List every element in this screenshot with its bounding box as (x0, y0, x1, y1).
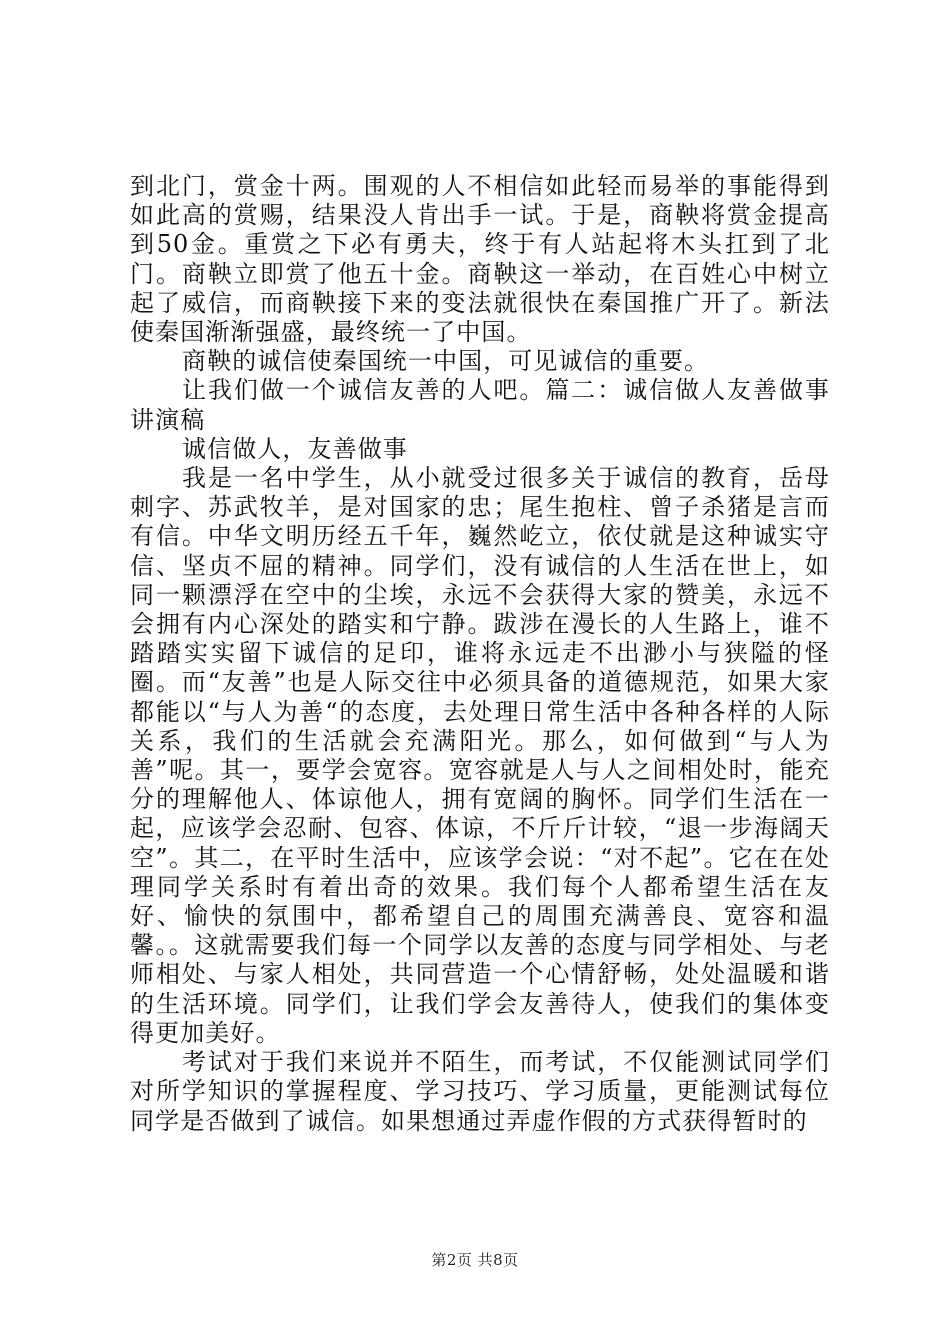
paragraph-call-to-action: 让我们做一个诚信友善的人吧。篇二：诚信做人友善做事讲演稿 (130, 376, 830, 434)
speech-title: 诚信做人，友善做事 (182, 434, 408, 463)
paragraph-exam: 考试对于我们来说并不陌生，而考试，不仅能测试同学们对所学知识的掌握程度、学习技巧、学习质量，更能测试每位同学是否做到了诚信。如果想通过弄虚作假的方式获得暂时的 (130, 1048, 830, 1135)
paragraph-continuation: 到北门，赏金十两。围观的人不相信如此轻而易举的事能得到如此高的赏赐，结果没人肯出手一试。于是，商鞅将赏金提高到50金。重赏之下必有勇夫，终于有人站起将木头扛到了北门。商鞅立即赏了他五十金。商鞅这一举动，在百姓心中树立起了威信，而商鞅接下来的变法就很快在秦国推广开了。新法使秦国渐渐强盛，最终统一了中国。 (130, 172, 830, 347)
paragraph-conclusion: 商鞅的诚信使秦国统一中国，可见诚信的重要。 (182, 347, 710, 376)
body-text (130, 172, 830, 1136)
paragraph-speech-body: 我是一名中学生，从小就受过很多关于诚信的教育，岳母刺字、苏武牧羊，是对国家的忠；尾生抱柱、曾子杀猪是言而有信。中华文明历经五千年，巍然屹立，依仗就是这种诚实守信、坚贞不屈的精神。同学们，没有诚信的人生活在世上，如同一颗漂浮在空中的尘埃，永远不会获得大家的赞美，永远不会拥有内心深处的踏实和宁静。跋涉在漫长的人生路上，谁不踏踏实实留下诚信的足印，谁将永远走不出渺小与狭隘的怪圈。而“友善”也是人际交往中必须具备的道德规范，如果大家都能以“与人为善“的态度，去处理日常生活中各种各样的人际关系，我们的生活就会充满阳光。那么，如何做到“与人为善”呢。其一，要学会宽容。宽容就是人与人之间相处时，能充分的理解他人、体谅他人，拥有宽阔的胸怀。同学们生活在一起，应该学会忍耐、包容、体谅，不斤斤计较，“退一步海阔天空”。其二，在平时生活中，应该学会说：“对不起”。它在在处理同学关系时有着出奇的效果。我们每个人都希望生活在友好、愉快的氛围中，都希望自己的周围充满善良、宽容和温馨。。这就需要我们每一个同学以友善的态度与同学相处、与老师相处、与家人相处，共同营造一个心情舒畅，处处温暖和谐的生活环境。同学们，让我们学会友善待人，使我们的集体变得更加美好。 (130, 464, 830, 1047)
page-footer: 第2页 共8页 (431, 1251, 519, 1269)
